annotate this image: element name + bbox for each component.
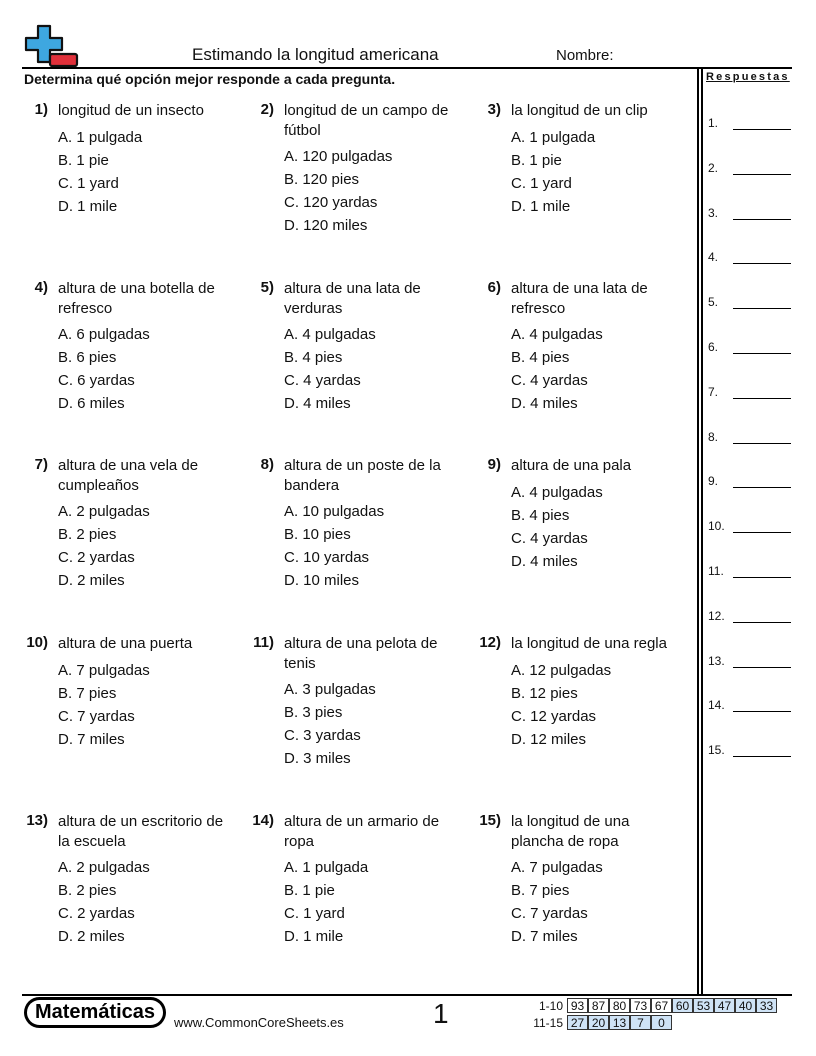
question-number: 6) (487, 279, 501, 296)
option-list (511, 323, 677, 415)
answer-option[interactable]: A. 1 pulgada (284, 859, 369, 876)
question-text: altura de una lata de verduras (284, 280, 421, 317)
answer-option[interactable]: C. 7 yardas (511, 905, 588, 922)
option-list (58, 659, 224, 751)
answer-option[interactable]: B. 2 pies (58, 526, 117, 543)
score-cell: 0 (651, 1015, 672, 1030)
answer-number: 13. (708, 653, 725, 668)
question (24, 279, 224, 415)
question-text: altura de un escritorio de la escuela (58, 813, 224, 850)
answer-number: 14. (708, 698, 725, 713)
score-cell: 53 (693, 998, 714, 1013)
answer-row[interactable] (708, 161, 794, 181)
score-cell: 73 (630, 998, 651, 1013)
answer-blank[interactable] (733, 622, 791, 623)
answer-blank[interactable] (733, 219, 791, 220)
score-row-label: 11-15 (533, 1016, 563, 1030)
question (477, 456, 677, 573)
question-number: 5) (260, 279, 274, 296)
answer-option[interactable]: D. 2 miles (58, 928, 125, 945)
instructions: Determina qué opción mejor responde a cada pregunta. (24, 71, 396, 87)
question-text: altura de una botella de refresco (58, 280, 215, 317)
answer-option[interactable]: B. 4 pies (511, 506, 570, 524)
answer-number: 10. (708, 519, 725, 534)
answer-blank[interactable] (733, 532, 791, 533)
answer-column-divider (701, 68, 703, 995)
option-list (284, 323, 450, 415)
question-text: altura de una pala (511, 457, 632, 474)
answer-option[interactable]: B. 1 pie (58, 151, 109, 169)
question (250, 101, 450, 237)
answer-option[interactable]: B. 6 pies (58, 349, 117, 366)
answer-number: 2. (708, 160, 719, 175)
answer-row[interactable] (708, 385, 794, 405)
answer-option[interactable]: B. 1 pie (511, 151, 562, 169)
question-number: 3) (487, 101, 501, 118)
option-list (511, 856, 677, 948)
answer-option[interactable]: D. 10 miles (284, 572, 360, 589)
score-cell: 40 (735, 998, 756, 1013)
answer-column-divider (697, 68, 699, 995)
answer-blank[interactable] (733, 398, 791, 399)
answer-blank[interactable] (733, 174, 791, 175)
score-row-label: 1-10 (538, 999, 563, 1013)
answer-option[interactable]: B. 7 pies (511, 882, 570, 899)
answer-option[interactable]: C. 2 yardas (58, 549, 135, 566)
question-text: la longitud de un clip (511, 102, 648, 119)
top-divider (22, 67, 792, 69)
question (24, 634, 224, 751)
answer-number: 3. (708, 205, 719, 220)
answer-option[interactable]: A. 10 pulgadas (284, 503, 385, 520)
question (250, 634, 450, 770)
score-cell: 7 (630, 1015, 651, 1030)
answer-option[interactable]: A. 4 pulgadas (511, 483, 603, 501)
answer-option[interactable]: A. 1 pulgada (511, 128, 596, 146)
option-list (511, 659, 677, 751)
answer-option[interactable]: D. 4 miles (284, 395, 351, 412)
answer-row[interactable] (708, 564, 794, 584)
option-list (284, 145, 450, 237)
answer-option[interactable]: C. 7 yardas (58, 707, 135, 725)
answer-option[interactable]: C. 1 yard (511, 174, 572, 192)
answer-option[interactable]: B. 4 pies (284, 349, 343, 366)
option-list (58, 323, 224, 415)
answer-option[interactable]: D. 6 miles (58, 395, 125, 412)
answer-option[interactable]: D. 1 mile (58, 197, 118, 215)
question-number: 12) (479, 634, 501, 651)
answer-number: 6. (708, 340, 719, 354)
question (250, 812, 450, 948)
answer-option[interactable]: A. 12 pulgadas (511, 661, 612, 679)
answer-blank[interactable] (733, 711, 791, 712)
answer-option[interactable]: C. 12 yardas (511, 707, 597, 725)
answer-option[interactable]: B. 10 pies (284, 526, 351, 543)
question-text: altura de una vela de cumpleaños (58, 457, 199, 494)
answer-number: 9. (708, 474, 719, 489)
answer-option[interactable]: C. 120 yardas (284, 194, 378, 211)
answer-option[interactable]: D. 4 miles (511, 552, 578, 570)
answer-row[interactable] (708, 206, 794, 226)
score-cell: 33 (756, 998, 777, 1013)
question-text: altura de una lata de refresco (511, 280, 648, 317)
question (477, 634, 677, 751)
answer-option[interactable]: B. 3 pies (284, 704, 343, 721)
answer-option[interactable]: B. 7 pies (58, 684, 117, 702)
answer-option[interactable]: C. 10 yardas (284, 549, 370, 566)
answer-blank[interactable] (733, 443, 791, 444)
question-text: altura de una pelota de tenis (284, 635, 438, 672)
answer-row[interactable] (708, 250, 794, 270)
brand-badge (24, 997, 166, 1028)
question-number: 11) (253, 634, 274, 651)
answer-option[interactable]: A. 7 pulgadas (58, 661, 150, 679)
answer-number: 8. (708, 429, 719, 444)
answer-blank[interactable] (733, 756, 791, 757)
answer-option[interactable]: B. 12 pies (511, 684, 578, 702)
question (477, 279, 677, 415)
answer-blank[interactable] (733, 353, 791, 354)
name-label: Nombre: (556, 47, 614, 64)
answer-number: 1. (708, 116, 719, 130)
answer-option[interactable]: D. 1 mile (511, 197, 571, 215)
answer-row[interactable] (708, 430, 794, 450)
answer-option[interactable]: A. 2 pulgadas (58, 503, 150, 520)
answer-option[interactable]: B. 2 pies (58, 882, 117, 899)
question-number: 14) (252, 812, 274, 829)
answer-blank[interactable] (733, 308, 791, 309)
answer-number: 15. (708, 743, 725, 758)
option-list (58, 856, 224, 948)
question (250, 456, 450, 592)
option-list (58, 126, 224, 218)
question-number: 10) (26, 634, 48, 651)
answer-row[interactable] (708, 609, 794, 629)
answer-option[interactable]: A. 7 pulgadas (511, 859, 603, 876)
question-text: altura de una puerta (58, 635, 193, 652)
score-cell: 87 (588, 998, 609, 1013)
answer-row[interactable] (708, 519, 794, 539)
answer-number: 4. (708, 250, 719, 265)
question (477, 812, 677, 948)
score-cell: 20 (588, 1015, 609, 1030)
answer-option[interactable]: B. 1 pie (284, 882, 335, 899)
answers-heading: Respuestas (706, 71, 790, 83)
answer-number: 5. (708, 295, 719, 310)
question-number: 13) (26, 812, 48, 829)
answer-blank[interactable] (733, 487, 791, 488)
score-cell: 93 (567, 998, 588, 1013)
question-text: longitud de un insecto (58, 102, 204, 119)
answer-row[interactable] (708, 474, 794, 494)
question (24, 812, 224, 948)
answer-option[interactable]: B. 120 pies (284, 171, 360, 188)
answer-option[interactable]: D. 12 miles (511, 730, 587, 748)
worksheet-title: Estimando la longitud americana (192, 45, 439, 64)
answer-blank[interactable] (733, 263, 791, 264)
score-cell: 60 (672, 998, 693, 1013)
question-text: longitud de un campo de fútbol (284, 102, 449, 139)
answer-option[interactable]: D. 2 miles (58, 572, 125, 589)
question (24, 101, 224, 218)
website-link[interactable]: www.CommonCoreSheets.es (174, 1015, 344, 1030)
answer-blank[interactable] (733, 129, 791, 130)
answer-option[interactable]: A. 120 pulgadas (284, 148, 393, 165)
option-list (284, 500, 450, 592)
question-text: altura de un poste de la bandera (284, 457, 441, 494)
option-list (284, 678, 450, 770)
answer-option[interactable]: C. 2 yardas (58, 905, 135, 922)
question-number: 1) (34, 101, 48, 118)
question-number: 4) (34, 279, 48, 296)
answer-row[interactable] (708, 295, 794, 315)
question-text: la longitud de una regla (511, 635, 667, 652)
question-text: la longitud de una plancha de ropa (511, 813, 630, 850)
answer-row[interactable] (708, 698, 794, 718)
question-text: altura de un armario de ropa (284, 813, 440, 850)
option-list (511, 126, 677, 218)
answer-option[interactable]: A. 3 pulgadas (284, 681, 376, 698)
answer-option[interactable]: C. 4 yardas (284, 372, 361, 389)
answer-option[interactable]: C. 4 yardas (511, 372, 588, 389)
answer-option[interactable]: D. 3 miles (284, 750, 351, 767)
answer-option[interactable]: A. 2 pulgadas (58, 859, 150, 876)
page-number: 1 (433, 998, 449, 1029)
score-cell: 27 (567, 1015, 588, 1030)
answer-option[interactable]: C. 3 yardas (284, 727, 361, 744)
answer-number: 12. (708, 608, 725, 623)
answer-option[interactable]: A. 1 pulgada (58, 128, 143, 146)
option-list (511, 481, 677, 573)
answer-option[interactable]: D. 7 miles (511, 928, 578, 945)
bottom-divider (22, 994, 792, 996)
question (24, 456, 224, 592)
answer-option[interactable]: C. 4 yardas (511, 529, 588, 547)
question (477, 101, 677, 218)
answer-option[interactable]: D. 4 miles (511, 395, 578, 412)
logo-plus-minus-icon (22, 24, 80, 68)
answer-option[interactable]: A. 4 pulgadas (511, 326, 603, 343)
answer-option[interactable]: D. 120 miles (284, 217, 368, 234)
answer-row[interactable] (708, 116, 794, 136)
answer-option[interactable]: C. 1 yard (284, 905, 345, 922)
answer-row[interactable] (708, 340, 794, 360)
question (250, 279, 450, 415)
brand-label: Matemáticas (27, 1000, 163, 1025)
answer-option[interactable]: C. 1 yard (58, 174, 119, 192)
score-cell: 67 (651, 998, 672, 1013)
answer-blank[interactable] (733, 667, 791, 668)
option-list (58, 500, 224, 592)
answer-option[interactable]: B. 4 pies (511, 349, 570, 366)
answer-number: 11. (708, 564, 724, 578)
answer-option[interactable]: C. 6 yardas (58, 372, 135, 389)
answer-blank[interactable] (733, 577, 791, 578)
question-number: 15) (479, 812, 501, 829)
option-list (284, 856, 450, 948)
answer-number: 7. (708, 384, 719, 399)
score-cell: 80 (609, 998, 630, 1013)
answer-option[interactable]: A. 4 pulgadas (284, 326, 376, 343)
score-cell: 47 (714, 998, 735, 1013)
question-number: 7) (34, 456, 48, 473)
answer-option[interactable]: A. 6 pulgadas (58, 326, 150, 343)
score-cell: 13 (609, 1015, 630, 1030)
question-number: 9) (487, 456, 501, 473)
question-number: 2) (260, 101, 274, 118)
answer-row[interactable] (708, 743, 794, 763)
answer-row[interactable] (708, 654, 794, 674)
answer-option[interactable]: D. 1 mile (284, 928, 344, 945)
answer-option[interactable]: D. 7 miles (58, 730, 125, 748)
question-number: 8) (260, 456, 274, 473)
